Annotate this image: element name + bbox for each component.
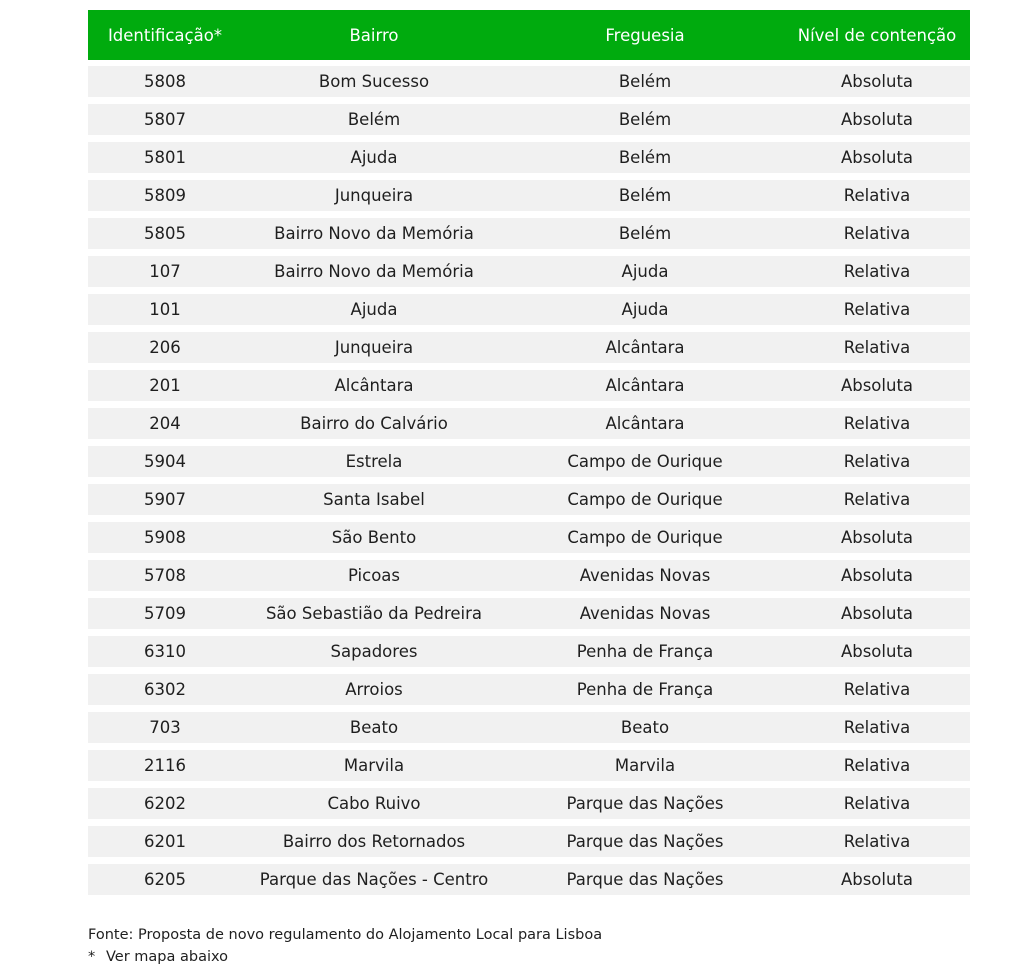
cell-nivel-contencao: Absoluta xyxy=(784,553,970,591)
cell-freguesia: Campo de Ourique xyxy=(506,439,784,477)
table-row xyxy=(88,363,970,401)
cell-nivel-contencao: Relativa xyxy=(784,325,970,363)
cell-nivel-contencao: Relativa xyxy=(784,401,970,439)
cell-identificacao: 5907 xyxy=(88,477,242,515)
cell-bairro: São Sebastião da Pedreira xyxy=(242,591,506,629)
cell-identificacao: 204 xyxy=(88,401,242,439)
cell-bairro: Estrela xyxy=(242,439,506,477)
cell-identificacao: 201 xyxy=(88,363,242,401)
cell-freguesia: Belém xyxy=(506,173,784,211)
cell-nivel-contencao: Absoluta xyxy=(784,135,970,173)
cell-identificacao: 5904 xyxy=(88,439,242,477)
table-row xyxy=(88,249,970,287)
cell-nivel-contencao: Relativa xyxy=(784,287,970,325)
cell-bairro: Santa Isabel xyxy=(242,477,506,515)
cell-bairro: Marvila xyxy=(242,743,506,781)
cell-bairro: Bairro dos Retornados xyxy=(242,819,506,857)
cell-nivel-contencao: Relativa xyxy=(784,439,970,477)
cell-freguesia: Parque das Nações xyxy=(506,781,784,819)
cell-identificacao: 5801 xyxy=(88,135,242,173)
table-row xyxy=(88,325,970,363)
cell-nivel-contencao: Absoluta xyxy=(784,97,970,135)
cell-identificacao: 6205 xyxy=(88,857,242,895)
table-header xyxy=(88,10,970,60)
cell-bairro: Ajuda xyxy=(242,135,506,173)
cell-bairro: Ajuda xyxy=(242,287,506,325)
cell-freguesia: Alcântara xyxy=(506,401,784,439)
table-row xyxy=(88,667,970,705)
cell-nivel-contencao: Relativa xyxy=(784,781,970,819)
cell-identificacao: 206 xyxy=(88,325,242,363)
table-row xyxy=(88,819,970,857)
note-text: Ver mapa abaixo xyxy=(106,949,229,965)
table-row xyxy=(88,553,970,591)
cell-freguesia: Belém xyxy=(506,97,784,135)
cell-freguesia: Avenidas Novas xyxy=(506,553,784,591)
cell-identificacao: 5908 xyxy=(88,515,242,553)
cell-bairro: Bom Sucesso xyxy=(242,60,506,97)
cell-freguesia: Parque das Nações xyxy=(506,819,784,857)
cell-identificacao: 5807 xyxy=(88,97,242,135)
table-body xyxy=(88,60,970,895)
cell-freguesia: Belém xyxy=(506,135,784,173)
cell-nivel-contencao: Relativa xyxy=(784,819,970,857)
cell-nivel-contencao: Absoluta xyxy=(784,591,970,629)
cell-identificacao: 5808 xyxy=(88,60,242,97)
cell-nivel-contencao: Relativa xyxy=(784,173,970,211)
table-row xyxy=(88,60,970,97)
cell-freguesia: Beato xyxy=(506,705,784,743)
cell-identificacao: 5805 xyxy=(88,211,242,249)
table-row xyxy=(88,629,970,667)
cell-identificacao: 6202 xyxy=(88,781,242,819)
source-note: Fonte: Proposta de novo regulamento do Alojamento Local para Lisboa xyxy=(88,927,603,943)
cell-nivel-contencao: Relativa xyxy=(784,743,970,781)
cell-identificacao: 5809 xyxy=(88,173,242,211)
table-row xyxy=(88,287,970,325)
cell-freguesia: Campo de Ourique xyxy=(506,515,784,553)
cell-nivel-contencao: Relativa xyxy=(784,667,970,705)
table-row xyxy=(88,857,970,895)
containment-table xyxy=(88,10,970,895)
cell-bairro: Cabo Ruivo xyxy=(242,781,506,819)
cell-bairro: Alcântara xyxy=(242,363,506,401)
cell-bairro: Bairro do Calvário xyxy=(242,401,506,439)
cell-bairro: Junqueira xyxy=(242,325,506,363)
cell-identificacao: 2116 xyxy=(88,743,242,781)
cell-bairro: Bairro Novo da Memória xyxy=(242,249,506,287)
table-row xyxy=(88,439,970,477)
cell-freguesia: Ajuda xyxy=(506,249,784,287)
header-row xyxy=(88,10,970,60)
cell-identificacao: 5708 xyxy=(88,553,242,591)
cell-nivel-contencao: Absoluta xyxy=(784,629,970,667)
table-row xyxy=(88,97,970,135)
cell-identificacao: 6302 xyxy=(88,667,242,705)
cell-nivel-contencao: Relativa xyxy=(784,705,970,743)
cell-freguesia: Penha de França xyxy=(506,667,784,705)
cell-nivel-contencao: Absoluta xyxy=(784,60,970,97)
table-row xyxy=(88,211,970,249)
cell-bairro: Junqueira xyxy=(242,173,506,211)
cell-nivel-contencao: Absoluta xyxy=(784,363,970,401)
cell-identificacao: 6201 xyxy=(88,819,242,857)
cell-freguesia: Alcântara xyxy=(506,325,784,363)
cell-bairro: São Bento xyxy=(242,515,506,553)
cell-bairro: Sapadores xyxy=(242,629,506,667)
table-row xyxy=(88,135,970,173)
cell-bairro: Beato xyxy=(242,705,506,743)
cell-freguesia: Campo de Ourique xyxy=(506,477,784,515)
header-freguesia: Freguesia xyxy=(506,10,784,60)
cell-bairro: Belém xyxy=(242,97,506,135)
header-bairro: Bairro xyxy=(242,10,506,60)
table-row xyxy=(88,743,970,781)
cell-bairro: Arroios xyxy=(242,667,506,705)
table-row xyxy=(88,705,970,743)
cell-identificacao: 6310 xyxy=(88,629,242,667)
table-row xyxy=(88,401,970,439)
footnotes xyxy=(88,924,602,968)
cell-freguesia: Parque das Nações xyxy=(506,857,784,895)
cell-identificacao: 703 xyxy=(88,705,242,743)
cell-nivel-contencao: Relativa xyxy=(784,249,970,287)
cell-freguesia: Belém xyxy=(506,211,784,249)
cell-freguesia: Belém xyxy=(506,60,784,97)
header-nivel-contencao: Nível de contenção xyxy=(784,10,970,60)
cell-nivel-contencao: Relativa xyxy=(784,477,970,515)
cell-bairro: Bairro Novo da Memória xyxy=(242,211,506,249)
table-row xyxy=(88,477,970,515)
cell-freguesia: Alcântara xyxy=(506,363,784,401)
cell-bairro: Picoas xyxy=(242,553,506,591)
note-marker: * xyxy=(88,949,96,965)
containment-table-container xyxy=(88,10,970,895)
cell-freguesia: Avenidas Novas xyxy=(506,591,784,629)
table-row xyxy=(88,591,970,629)
cell-freguesia: Penha de França xyxy=(506,629,784,667)
cell-identificacao: 5709 xyxy=(88,591,242,629)
table-row xyxy=(88,515,970,553)
table-row xyxy=(88,173,970,211)
cell-bairro: Parque das Nações - Centro xyxy=(242,857,506,895)
header-identificacao: Identificação* xyxy=(88,10,242,60)
map-note xyxy=(88,946,602,968)
cell-nivel-contencao: Absoluta xyxy=(784,857,970,895)
table-row xyxy=(88,781,970,819)
cell-nivel-contencao: Relativa xyxy=(784,211,970,249)
cell-freguesia: Marvila xyxy=(506,743,784,781)
cell-freguesia: Ajuda xyxy=(506,287,784,325)
cell-identificacao: 101 xyxy=(88,287,242,325)
cell-identificacao: 107 xyxy=(88,249,242,287)
cell-nivel-contencao: Absoluta xyxy=(784,515,970,553)
